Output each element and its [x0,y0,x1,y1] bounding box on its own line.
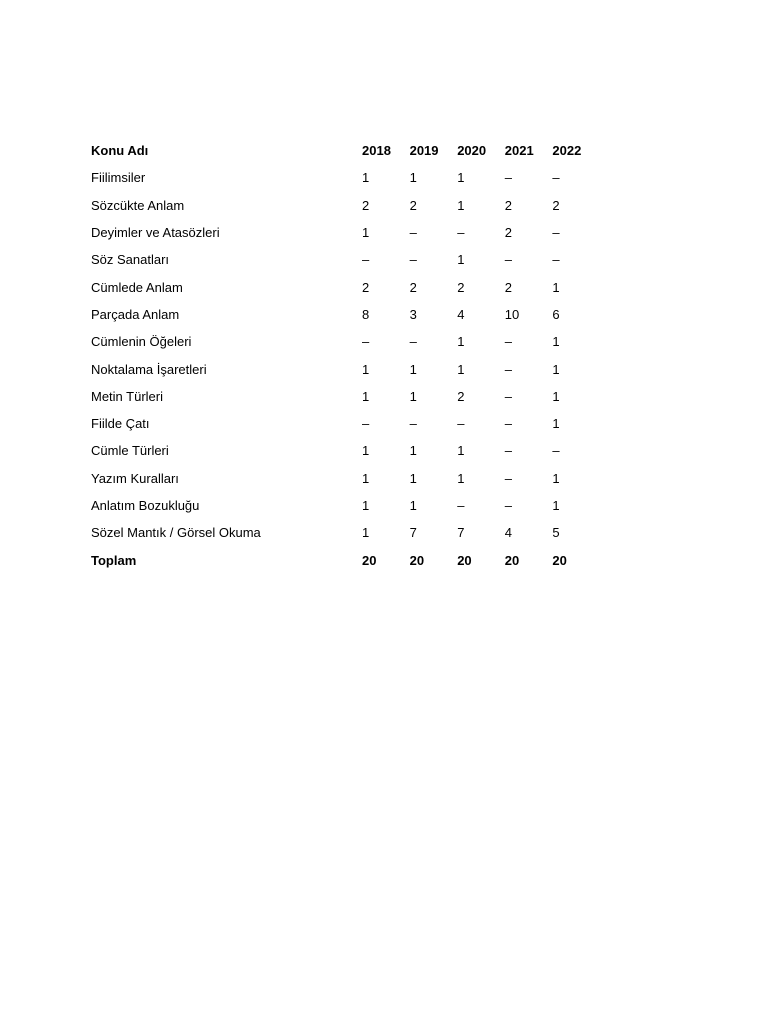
table-row [91,410,600,437]
question-count-2020: 1 [457,252,465,268]
table-row [91,246,600,273]
question-count-2022: 1 [552,388,560,404]
topic-name-cell: Deyimler ve Atasözleri [91,225,220,241]
question-count-2022: 1 [552,470,560,486]
question-count-2018: – [362,252,370,268]
table-row [91,301,600,328]
topic-name-cell: Sözcükte Anlam [91,197,185,213]
question-count-2021: – [504,334,513,350]
table-row [91,383,600,410]
question-count-2021: – [504,252,513,268]
question-count-2021: 2 [504,279,513,295]
table-total-row [91,546,600,573]
question-count-2018: 1 [362,170,370,186]
question-count-2022: 1 [552,279,560,295]
header-year-2020: 2020 [457,143,487,159]
topic-name-cell: Metin Türleri [91,388,164,404]
question-count-2022: – [552,225,560,241]
question-count-2022: 5 [552,525,560,541]
question-count-2021: 10 [504,306,520,322]
topic-name-cell: Fiilde Çatı [91,416,150,432]
question-count-2019: – [409,225,417,241]
question-count-2018: 1 [362,388,370,404]
question-count-2018: 1 [362,443,370,459]
question-count-2019: – [409,252,417,268]
table-row [91,355,600,382]
question-count-2019: 7 [409,525,417,541]
question-count-2018: 1 [362,361,370,377]
total-value-2021: 20 [504,552,520,568]
question-count-2020: 1 [457,197,465,213]
topic-name-cell: Parçada Anlam [91,306,180,322]
question-count-2019: 1 [409,443,417,459]
question-count-2020: 1 [457,443,465,459]
question-count-2022: – [552,252,560,268]
topic-name-cell: Fiilimsiler [91,170,146,186]
question-count-2020: 2 [457,388,465,404]
question-count-2020: 4 [457,306,465,322]
question-count-2020: – [457,416,465,432]
question-count-2020: 1 [457,361,465,377]
table-row [91,328,600,355]
question-count-2020: – [457,498,465,513]
question-count-2021: – [504,498,513,513]
question-count-2018: 1 [362,470,370,486]
question-count-2018: 8 [362,306,370,322]
question-count-2019: 1 [409,388,417,404]
question-count-2018: 1 [362,225,370,241]
question-count-2022: 1 [552,416,560,432]
total-label: Toplam [91,552,137,568]
table-row [91,465,600,492]
topic-name-cell: Söz Sanatları [91,252,170,268]
question-count-2022: 1 [552,498,560,513]
question-count-2022: 2 [552,197,560,213]
question-count-2021: 4 [504,525,513,541]
question-count-2019: 2 [409,197,417,213]
question-count-2019: 1 [409,498,417,513]
question-count-2020: 7 [457,525,465,541]
topic-name-cell: Yazım Kuralları [91,470,179,486]
table-body [91,164,600,546]
question-count-2020: – [457,225,465,241]
table-row [91,164,600,191]
question-count-2022: 1 [552,334,560,350]
question-count-2019: 1 [409,170,417,186]
question-count-2019: 1 [409,361,417,377]
topic-name-cell: Cümlenin Öğeleri [91,334,192,350]
table-row [91,219,600,246]
question-count-2019: 2 [409,279,417,295]
question-count-2020: 1 [457,470,465,486]
question-count-2022: – [552,170,560,186]
header-topic-name: Konu Adı [91,143,149,159]
question-count-2021: – [504,388,513,404]
question-count-2021: – [504,170,513,186]
question-count-2021: – [504,470,513,486]
question-count-2018: 1 [362,525,370,541]
question-count-2019: – [409,416,417,432]
table-row [91,273,600,300]
table-row [91,192,600,219]
question-count-2022: 1 [552,361,560,377]
topic-name-cell: Anlatım Bozukluğu [91,498,200,513]
total-value-2019: 20 [409,552,425,568]
question-count-2021: 2 [504,197,513,213]
question-count-2018: – [362,416,370,432]
question-count-2019: 1 [409,470,417,486]
question-count-2021: – [504,443,513,459]
question-count-2019: – [409,334,417,350]
question-count-2018: 1 [362,498,370,513]
question-count-2018: 2 [362,197,370,213]
question-count-2018: 2 [362,279,370,295]
table-header-row [91,137,600,164]
question-count-2022: – [552,443,560,459]
table-row [91,437,600,464]
topic-name-cell: Cümle Türleri [91,443,169,459]
question-count-2019: 3 [409,306,417,322]
question-count-2021: – [504,361,513,377]
question-count-2020: 1 [457,334,465,350]
table-row [91,519,600,546]
header-year-2022: 2022 [552,143,582,159]
header-year-2018: 2018 [362,143,391,159]
topic-distribution-table [91,137,600,574]
question-count-2020: 1 [457,170,465,186]
total-value-2020: 20 [457,552,472,568]
header-year-2019: 2019 [409,143,439,159]
question-count-2021: – [504,416,513,432]
header-year-2021: 2021 [504,143,534,159]
question-count-2021: 2 [504,225,513,241]
question-count-2022: 6 [552,306,560,322]
question-count-2020: 2 [457,279,465,295]
topic-name-cell: Cümlede Anlam [91,279,183,295]
table-row [91,492,600,519]
topic-name-cell: Noktalama İşaretleri [91,361,207,377]
question-count-2018: – [362,334,370,350]
topic-name-cell: Sözel Mantık / Görsel Okuma [91,525,261,541]
total-value-2018: 20 [362,552,377,568]
total-value-2022: 20 [552,552,567,568]
